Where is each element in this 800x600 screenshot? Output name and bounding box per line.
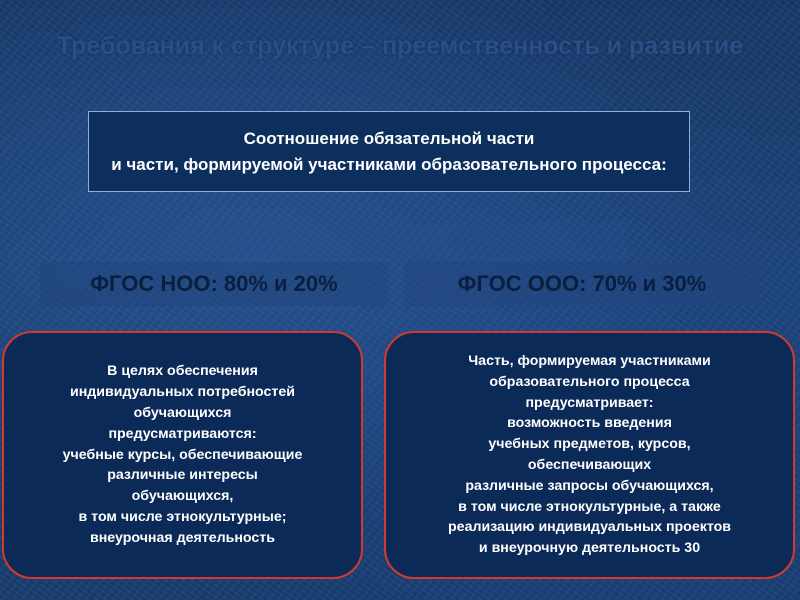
ratio-header-text: Соотношение обязательной части и части, формируемой участниками образовательного процесса: — [111, 128, 667, 174]
decorative-bar — [148, 221, 628, 261]
ratio-header-box — [88, 111, 690, 192]
left-info-panel — [2, 331, 363, 579]
right-panel-text: Часть, формируемая участниками образовательного процесса предусматривает: возможность введения учебных предметов, курсов, обеспечивающих различные запросы обучающихся, в том числе этнокультурные, а также реализацию индивидуальных проектов и внеурочную деятельность 30 — [448, 353, 731, 557]
fgos-ooo-ratio: ФГОС ООО: 70% и 30% — [404, 262, 760, 306]
fgos-noo-ratio: ФГОС НОО: 80% и 20% — [40, 262, 388, 306]
right-info-panel — [384, 331, 795, 579]
left-panel-text: В целях обеспечения индивидуальных потребностей обучающихся предусматриваются: учебные курсы, обеспечивающие различные интересы обучающихся, в том числе этнокультурные; внеурочная деятельность — [62, 363, 303, 546]
slide-title: Требования к структуре – преемственность и развитие — [56, 32, 744, 60]
